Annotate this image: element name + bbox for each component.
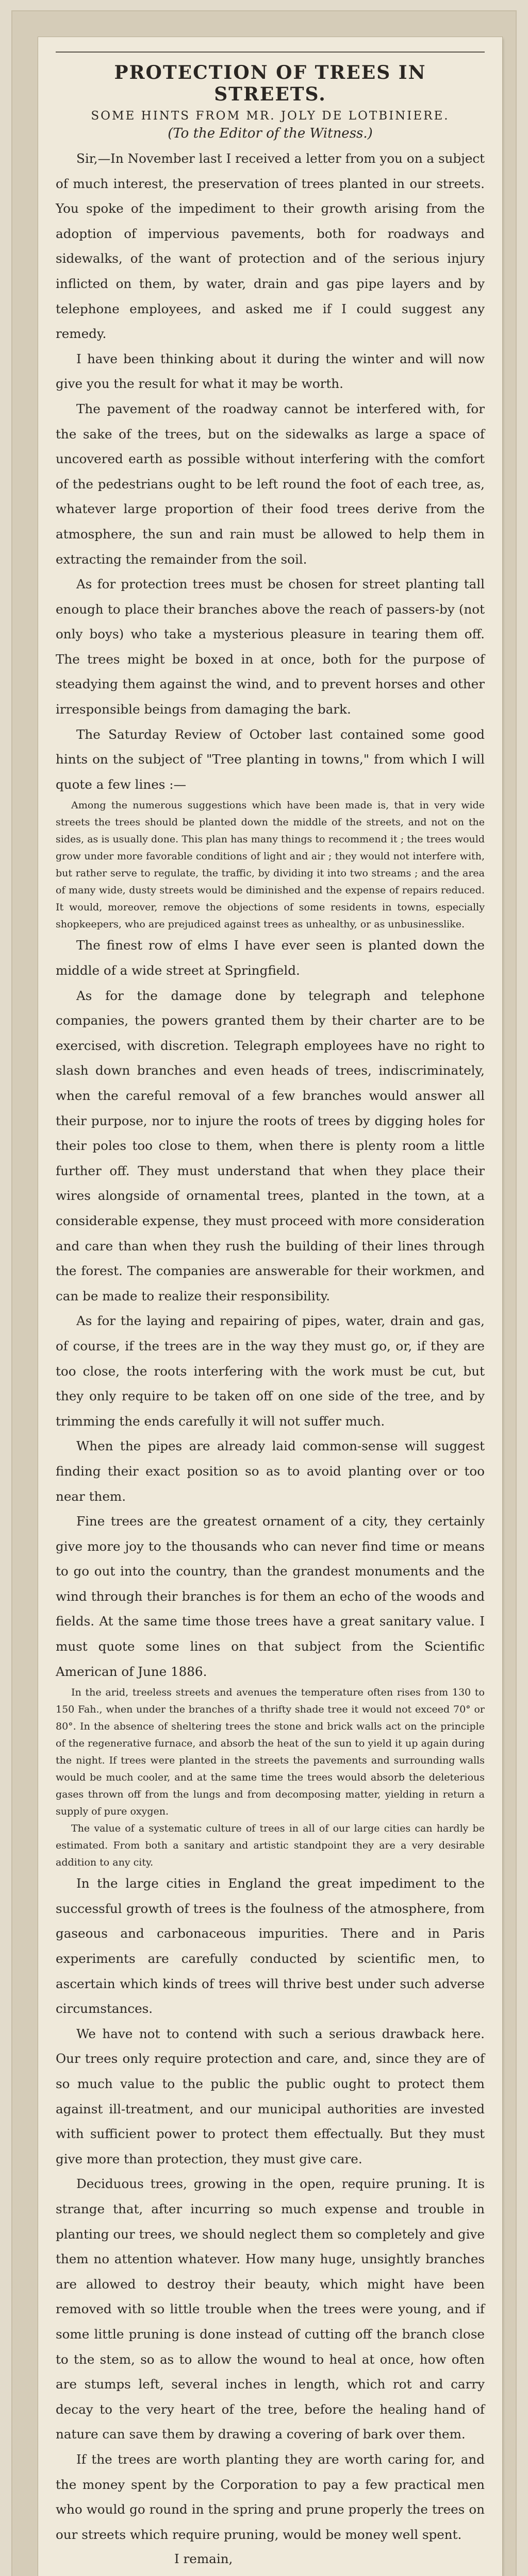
archive-mount — [11, 10, 517, 2576]
paragraph: As for the damage done by telegraph and telephone companies, the powers granted them by their charter are to be exercised, with discretion. Telegraph employees have no right to slash down branches and even heads of trees, indiscriminately, when the careful removal of a few branches would answer all their purpose, nor to injure the roots of trees by digging holes for their poles too close to them, when there is plenty room a little further off. They must understand that when they place their wires alongside of ornamental trees, planted in the town, at a considerable expense, they must proceed with more consideration and care than when they rush the building of their lines through the forest. The companies are answerable for their workmen, and can be made to realize their responsibility. — [56, 988, 485, 1303]
subhead: SOME HINTS FROM MR. JOLY DE LOTBINIERE. — [91, 109, 450, 123]
signature-block — [56, 2547, 485, 2576]
newspaper-clipping — [38, 37, 502, 2576]
quoted-paragraph: The value of a systematic culture of trees in all of our large cities can hardly be estimated. From both a sanitary and artistic standpoint they are a very desirable addition to any city. — [56, 1823, 485, 1869]
quoted-paragraph: Among the numerous suggestions which have been made is, that in very wide streets the trees should be planted down the middle of the streets, and not on the sides, as is usually done. This plan has many things to recommend it ; the trees would grow under more favorable conditions of light and air ; they would not interfere with, but rather serve to regulate, the traffic, by dividing it into two streams ; and the area of many wide, dusty streets would be diminished and the expense of repairs reduced. It would, moreover, remove the objections of some residents in towns, especially shopkeepers, who are prejudiced against trees as unhealthy, or as unbusinesslike. — [56, 800, 485, 930]
quoted-paragraph: In the arid, treeless streets and avenues the temperature often rises from 130 to 150 Fah., when under the branches of a thrifty shade tree it would not exceed 70° or 80°. In the absence of sheltering trees the stone and brick walls act on the principle of the regenerative furnace, and absorb the heat of the sun to yield it up again during the night. If trees were planted in the streets the pavements and surrounding walls would be much cooler, and at the same time the trees would absorb the deleterious gases thrown off from the lungs and from decomposing matter, yielding in return a supply of pure oxygen. — [56, 1687, 485, 1818]
paragraph: As for the laying and repairing of pipes, water, drain and gas, of course, if the trees are in the way they must go, or, if they are too close, the roots interfering with the work must be cut, but they only require to be taken off on one side of the tree, and by trimming the ends carefully it will not suffer much. — [56, 1313, 485, 1429]
paragraph: As for protection trees must be chosen for street planting tall enough to place their branches above the reach of passers-by (not only boys) who take a mysterious pleasure in tearing them off. The trees might be boxed in at once, both for the purpose of steadying them against the wind, and to prevent horses and other irresponsible beings from damaging the bark. — [56, 577, 485, 717]
paragraph: The pavement of the roadway cannot be interfered with, for the sake of the trees, but on the sidewalks as large a space of uncovered earth as possible without interfering with the comfort of the pedestrians ought to be left round the foot of each tree, as, whatever large proportion of their food trees derive from the atmosphere, the sun and rain must be allowed to help them in extracting the remainder from the soil. — [56, 401, 485, 567]
paragraph: In the large cities in England the great impediment to the successful growth of trees is the foulness of the atmosphere, from gaseous and carbonaceous impurities. There and in Paris experiments are carefully conducted by scientific men, to ascertain which kinds of trees will thrive best under such adverse circumstances. — [56, 1876, 485, 2016]
signoff-remain: I remain, — [174, 2551, 233, 2567]
headline: PROTECTION OF TREES IN STREETS. — [114, 62, 426, 105]
paragraph: We have not to contend with such a serious drawback here. Our trees only require protection and care, and, since they are of so much value to the public the public ought to protect them against ill-treatment, and our municipal authorities are invested with sufficient power to protect them effectually. But they must give more than protection, they must give care. — [56, 2026, 485, 2166]
paragraph: Deciduous trees, growing in the open, require pruning. It is strange that, after incurring so much expense and trouble in planting our trees, we should neglect them so completely and give them no attention whatever. How many huge, unsightly branches are allowed to destroy their beauty, which might have been removed with so little trouble when the trees were young, and if some little pruning is done instead of cutting off the branch close to the stem, so as to allow the wound to heal at once, how often are stumps left, several inches in length, which rot and carry decay to the very heart of the tree, before the healing hand of nature can save them by drawing a covering of bark over them. — [56, 2176, 485, 2442]
article-body — [56, 146, 485, 2547]
editor-address: (To the Editor of the Witness.) — [168, 126, 373, 141]
paragraph: Fine trees are the greatest ornament of a city, they certainly give more joy to the thousands who can never find time or means to go out into the country, than the grandest monuments and the wind through their branches is for them an echo of the woods and fields. At the same time those trees have a great sanitary value. I must quote some lines on that subject from the Scientific American of June 1886. — [56, 1514, 485, 1679]
paragraph: When the pipes are already laid common-sense will suggest finding their exact position so as to avoid planting over or too near them. — [56, 1438, 485, 1504]
paragraph: If the trees are worth planting they are worth caring for, and the money spent by the Corporation to pay a few practical men who would go round in the spring and prune properly the trees on our streets which require pruning, would be money well spent. — [56, 2451, 485, 2542]
paragraph: The Saturday Review of October last contained some good hints on the subject of "Tree planting in towns," from which I will quote a few lines :— — [56, 726, 485, 792]
signoff-yours — [56, 2571, 485, 2576]
paragraph: I have been thinking about it during the winter and will now give you the result for what it may be worth. — [56, 351, 485, 392]
paragraph: Sir,—In November last I received a letter from you on a subject of much interest, the preservation of trees planted in our streets. You spoke of the impediment to their growth arising from the adoption of impervious pavements, both for roadways and sidewalks, of the want of protection and of the serious injury inflicted on them, by water, drain and gas pipe layers and by telephone employees, and asked me if I could suggest any remedy. — [56, 151, 485, 342]
paragraph: The finest row of elms I have ever seen is planted down the middle of a wide street at Springfield. — [56, 938, 485, 978]
top-rule — [56, 52, 485, 53]
